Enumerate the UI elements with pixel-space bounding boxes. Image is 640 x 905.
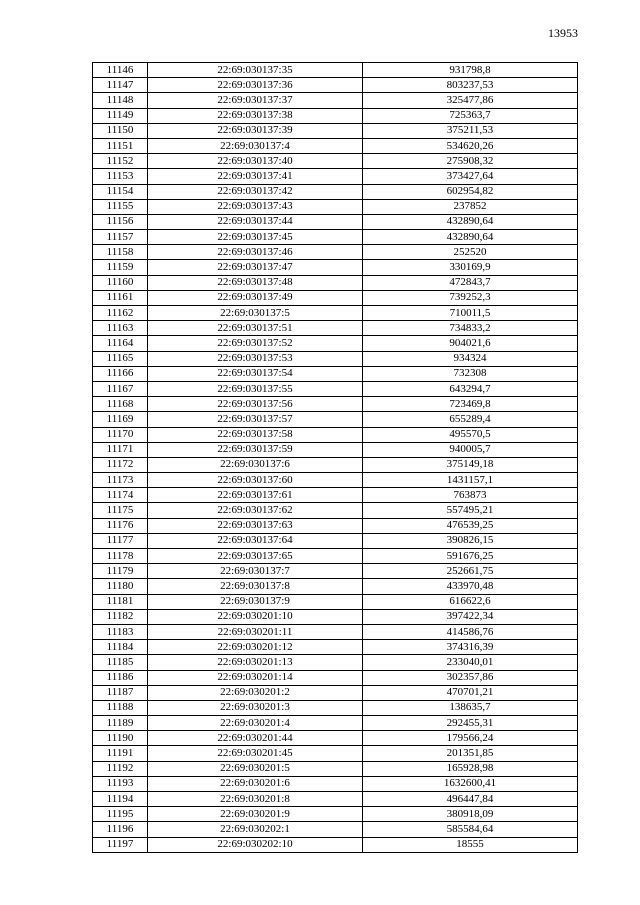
row-number-cell: 11191 bbox=[93, 746, 148, 761]
value-cell: 380918,09 bbox=[363, 807, 578, 822]
cadastral-number-cell: 22:69:030137:61 bbox=[148, 488, 363, 503]
table-row bbox=[93, 837, 578, 852]
value-cell: 470701,21 bbox=[363, 685, 578, 700]
table-row bbox=[93, 822, 578, 837]
cadastral-number-cell: 22:69:030201:44 bbox=[148, 731, 363, 746]
cadastral-number-cell: 22:69:030137:53 bbox=[148, 351, 363, 366]
value-cell: 476539,25 bbox=[363, 518, 578, 533]
cadastral-number-cell: 22:69:030137:36 bbox=[148, 78, 363, 93]
value-cell: 725363,7 bbox=[363, 108, 578, 123]
row-number-cell: 11168 bbox=[93, 397, 148, 412]
cadastral-number-cell: 22:69:030137:44 bbox=[148, 214, 363, 229]
value-cell: 557495,21 bbox=[363, 503, 578, 518]
cadastral-number-cell: 22:69:030137:65 bbox=[148, 549, 363, 564]
value-cell: 375211,53 bbox=[363, 123, 578, 138]
row-number-cell: 11195 bbox=[93, 807, 148, 822]
row-number-cell: 11184 bbox=[93, 640, 148, 655]
cadastral-number-cell: 22:69:030137:6 bbox=[148, 457, 363, 472]
table-row bbox=[93, 488, 578, 503]
table-row bbox=[93, 594, 578, 609]
table-row bbox=[93, 427, 578, 442]
cadastral-number-cell: 22:69:030201:11 bbox=[148, 624, 363, 639]
cadastral-number-cell: 22:69:030137:62 bbox=[148, 503, 363, 518]
cadastral-number-cell: 22:69:030201:5 bbox=[148, 761, 363, 776]
cadastral-number-cell: 22:69:030202:10 bbox=[148, 837, 363, 852]
value-cell: 710011,5 bbox=[363, 306, 578, 321]
cadastral-number-cell: 22:69:030202:1 bbox=[148, 822, 363, 837]
row-number-cell: 11187 bbox=[93, 685, 148, 700]
value-cell: 1431157,1 bbox=[363, 473, 578, 488]
row-number-cell: 11185 bbox=[93, 655, 148, 670]
table-row bbox=[93, 154, 578, 169]
value-cell: 375149,18 bbox=[363, 457, 578, 472]
table-row bbox=[93, 776, 578, 791]
row-number-cell: 11183 bbox=[93, 624, 148, 639]
table-row bbox=[93, 533, 578, 548]
value-cell: 763873 bbox=[363, 488, 578, 503]
table-row bbox=[93, 63, 578, 78]
cadastral-number-cell: 22:69:030137:45 bbox=[148, 230, 363, 245]
cadastral-number-cell: 22:69:030137:49 bbox=[148, 290, 363, 305]
value-cell: 302357,86 bbox=[363, 670, 578, 685]
cadastral-number-cell: 22:69:030137:37 bbox=[148, 93, 363, 108]
table-row bbox=[93, 306, 578, 321]
cadastral-number-cell: 22:69:030201:10 bbox=[148, 609, 363, 624]
value-cell: 496447,84 bbox=[363, 792, 578, 807]
value-cell: 643294,7 bbox=[363, 381, 578, 396]
row-number-cell: 11178 bbox=[93, 549, 148, 564]
row-number-cell: 11160 bbox=[93, 275, 148, 290]
value-cell: 739252,3 bbox=[363, 290, 578, 305]
value-cell: 723469,8 bbox=[363, 397, 578, 412]
cadastral-number-cell: 22:69:030137:40 bbox=[148, 154, 363, 169]
value-cell: 432890,64 bbox=[363, 230, 578, 245]
cadastral-number-cell: 22:69:030137:5 bbox=[148, 306, 363, 321]
row-number-cell: 11189 bbox=[93, 716, 148, 731]
table-row bbox=[93, 609, 578, 624]
cadastral-number-cell: 22:69:030137:4 bbox=[148, 138, 363, 153]
cadastral-number-cell: 22:69:030137:38 bbox=[148, 108, 363, 123]
row-number-cell: 11188 bbox=[93, 700, 148, 715]
value-cell: 374316,39 bbox=[363, 640, 578, 655]
cadastral-number-cell: 22:69:030137:47 bbox=[148, 260, 363, 275]
row-number-cell: 11163 bbox=[93, 321, 148, 336]
value-cell: 252520 bbox=[363, 245, 578, 260]
row-number-cell: 11177 bbox=[93, 533, 148, 548]
row-number-cell: 11186 bbox=[93, 670, 148, 685]
table-row bbox=[93, 731, 578, 746]
table-row bbox=[93, 700, 578, 715]
cadastral-number-cell: 22:69:030137:59 bbox=[148, 442, 363, 457]
cadastral-number-cell: 22:69:030137:7 bbox=[148, 564, 363, 579]
table-row bbox=[93, 564, 578, 579]
row-number-cell: 11146 bbox=[93, 63, 148, 78]
table-row bbox=[93, 746, 578, 761]
cadastral-number-cell: 22:69:030201:13 bbox=[148, 655, 363, 670]
table-row bbox=[93, 351, 578, 366]
value-cell: 18555 bbox=[363, 837, 578, 852]
value-cell: 1632600,41 bbox=[363, 776, 578, 791]
table-row bbox=[93, 321, 578, 336]
value-cell: 275908,32 bbox=[363, 154, 578, 169]
cadastral-number-cell: 22:69:030137:64 bbox=[148, 533, 363, 548]
table-row bbox=[93, 123, 578, 138]
cadastral-number-cell: 22:69:030201:2 bbox=[148, 685, 363, 700]
cadastral-number-cell: 22:69:030201:4 bbox=[148, 716, 363, 731]
cadastral-number-cell: 22:69:030201:12 bbox=[148, 640, 363, 655]
table-row bbox=[93, 184, 578, 199]
row-number-cell: 11158 bbox=[93, 245, 148, 260]
cadastral-number-cell: 22:69:030201:3 bbox=[148, 700, 363, 715]
row-number-cell: 11193 bbox=[93, 776, 148, 791]
table-row bbox=[93, 518, 578, 533]
cadastral-table bbox=[92, 62, 578, 853]
table-row bbox=[93, 397, 578, 412]
row-number-cell: 11196 bbox=[93, 822, 148, 837]
value-cell: 591676,25 bbox=[363, 549, 578, 564]
row-number-cell: 11166 bbox=[93, 366, 148, 381]
table-row bbox=[93, 503, 578, 518]
value-cell: 433970,48 bbox=[363, 579, 578, 594]
table-row bbox=[93, 473, 578, 488]
cadastral-number-cell: 22:69:030137:35 bbox=[148, 63, 363, 78]
value-cell: 201351,85 bbox=[363, 746, 578, 761]
row-number-cell: 11175 bbox=[93, 503, 148, 518]
cadastral-number-cell: 22:69:030137:57 bbox=[148, 412, 363, 427]
cadastral-number-cell: 22:69:030137:8 bbox=[148, 579, 363, 594]
row-number-cell: 11180 bbox=[93, 579, 148, 594]
value-cell: 292455,31 bbox=[363, 716, 578, 731]
row-number-cell: 11156 bbox=[93, 214, 148, 229]
value-cell: 414586,76 bbox=[363, 624, 578, 639]
table-row bbox=[93, 792, 578, 807]
value-cell: 734833,2 bbox=[363, 321, 578, 336]
cadastral-number-cell: 22:69:030201:14 bbox=[148, 670, 363, 685]
row-number-cell: 11147 bbox=[93, 78, 148, 93]
cadastral-number-cell: 22:69:030201:8 bbox=[148, 792, 363, 807]
row-number-cell: 11182 bbox=[93, 609, 148, 624]
cadastral-number-cell: 22:69:030137:39 bbox=[148, 123, 363, 138]
value-cell: 495570,5 bbox=[363, 427, 578, 442]
cadastral-number-cell: 22:69:030137:54 bbox=[148, 366, 363, 381]
cadastral-number-cell: 22:69:030137:43 bbox=[148, 199, 363, 214]
row-number-cell: 11171 bbox=[93, 442, 148, 457]
row-number-cell: 11176 bbox=[93, 518, 148, 533]
cadastral-number-cell: 22:69:030137:46 bbox=[148, 245, 363, 260]
row-number-cell: 11154 bbox=[93, 184, 148, 199]
row-number-cell: 11148 bbox=[93, 93, 148, 108]
cadastral-number-cell: 22:69:030137:60 bbox=[148, 473, 363, 488]
row-number-cell: 11179 bbox=[93, 564, 148, 579]
table-row bbox=[93, 381, 578, 396]
cadastral-number-cell: 22:69:030137:41 bbox=[148, 169, 363, 184]
table-row bbox=[93, 93, 578, 108]
value-cell: 655289,4 bbox=[363, 412, 578, 427]
row-number-cell: 11167 bbox=[93, 381, 148, 396]
table-row bbox=[93, 245, 578, 260]
row-number-cell: 11172 bbox=[93, 457, 148, 472]
row-number-cell: 11150 bbox=[93, 123, 148, 138]
row-number-cell: 11173 bbox=[93, 473, 148, 488]
row-number-cell: 11194 bbox=[93, 792, 148, 807]
value-cell: 325477,86 bbox=[363, 93, 578, 108]
value-cell: 237852 bbox=[363, 199, 578, 214]
row-number-cell: 11165 bbox=[93, 351, 148, 366]
row-number-cell: 11181 bbox=[93, 594, 148, 609]
table-row bbox=[93, 214, 578, 229]
table-row bbox=[93, 290, 578, 305]
table-row bbox=[93, 716, 578, 731]
cadastral-number-cell: 22:69:030137:55 bbox=[148, 381, 363, 396]
table-row bbox=[93, 670, 578, 685]
value-cell: 904021,6 bbox=[363, 336, 578, 351]
row-number-cell: 11197 bbox=[93, 837, 148, 852]
cadastral-number-cell: 22:69:030137:42 bbox=[148, 184, 363, 199]
row-number-cell: 11153 bbox=[93, 169, 148, 184]
cadastral-number-cell: 22:69:030137:48 bbox=[148, 275, 363, 290]
page-number: 13953 bbox=[548, 26, 578, 40]
table-body bbox=[93, 63, 578, 853]
value-cell: 585584,64 bbox=[363, 822, 578, 837]
value-cell: 233040,01 bbox=[363, 655, 578, 670]
table-row bbox=[93, 169, 578, 184]
cadastral-number-cell: 22:69:030137:58 bbox=[148, 427, 363, 442]
table-row bbox=[93, 199, 578, 214]
table-row bbox=[93, 549, 578, 564]
table-row bbox=[93, 275, 578, 290]
table-row bbox=[93, 442, 578, 457]
value-cell: 534620,26 bbox=[363, 138, 578, 153]
value-cell: 138635,7 bbox=[363, 700, 578, 715]
row-number-cell: 11151 bbox=[93, 138, 148, 153]
table-row bbox=[93, 138, 578, 153]
value-cell: 934324 bbox=[363, 351, 578, 366]
table-row bbox=[93, 761, 578, 776]
row-number-cell: 11170 bbox=[93, 427, 148, 442]
table-row bbox=[93, 108, 578, 123]
value-cell: 432890,64 bbox=[363, 214, 578, 229]
value-cell: 940005,7 bbox=[363, 442, 578, 457]
row-number-cell: 11162 bbox=[93, 306, 148, 321]
table-row bbox=[93, 640, 578, 655]
table-row bbox=[93, 457, 578, 472]
table-row bbox=[93, 807, 578, 822]
cadastral-number-cell: 22:69:030137:63 bbox=[148, 518, 363, 533]
table-row bbox=[93, 260, 578, 275]
value-cell: 373427,64 bbox=[363, 169, 578, 184]
value-cell: 330169,9 bbox=[363, 260, 578, 275]
value-cell: 252661,75 bbox=[363, 564, 578, 579]
value-cell: 397422,34 bbox=[363, 609, 578, 624]
value-cell: 390826,15 bbox=[363, 533, 578, 548]
cadastral-number-cell: 22:69:030137:9 bbox=[148, 594, 363, 609]
row-number-cell: 11159 bbox=[93, 260, 148, 275]
row-number-cell: 11192 bbox=[93, 761, 148, 776]
table-row bbox=[93, 685, 578, 700]
value-cell: 616622,6 bbox=[363, 594, 578, 609]
row-number-cell: 11149 bbox=[93, 108, 148, 123]
value-cell: 803237,53 bbox=[363, 78, 578, 93]
row-number-cell: 11152 bbox=[93, 154, 148, 169]
value-cell: 931798,8 bbox=[363, 63, 578, 78]
row-number-cell: 11161 bbox=[93, 290, 148, 305]
row-number-cell: 11164 bbox=[93, 336, 148, 351]
cadastral-number-cell: 22:69:030137:56 bbox=[148, 397, 363, 412]
value-cell: 732308 bbox=[363, 366, 578, 381]
table-row bbox=[93, 78, 578, 93]
cadastral-number-cell: 22:69:030137:52 bbox=[148, 336, 363, 351]
table-row bbox=[93, 655, 578, 670]
table-row bbox=[93, 624, 578, 639]
row-number-cell: 11169 bbox=[93, 412, 148, 427]
row-number-cell: 11157 bbox=[93, 230, 148, 245]
value-cell: 179566,24 bbox=[363, 731, 578, 746]
value-cell: 472843,7 bbox=[363, 275, 578, 290]
table-row bbox=[93, 230, 578, 245]
row-number-cell: 11155 bbox=[93, 199, 148, 214]
cadastral-number-cell: 22:69:030201:45 bbox=[148, 746, 363, 761]
value-cell: 165928,98 bbox=[363, 761, 578, 776]
row-number-cell: 11174 bbox=[93, 488, 148, 503]
value-cell: 602954,82 bbox=[363, 184, 578, 199]
cadastral-number-cell: 22:69:030201:9 bbox=[148, 807, 363, 822]
cadastral-number-cell: 22:69:030137:51 bbox=[148, 321, 363, 336]
row-number-cell: 11190 bbox=[93, 731, 148, 746]
table-row bbox=[93, 579, 578, 594]
cadastral-number-cell: 22:69:030201:6 bbox=[148, 776, 363, 791]
table-row bbox=[93, 412, 578, 427]
table-row bbox=[93, 336, 578, 351]
table-row bbox=[93, 366, 578, 381]
